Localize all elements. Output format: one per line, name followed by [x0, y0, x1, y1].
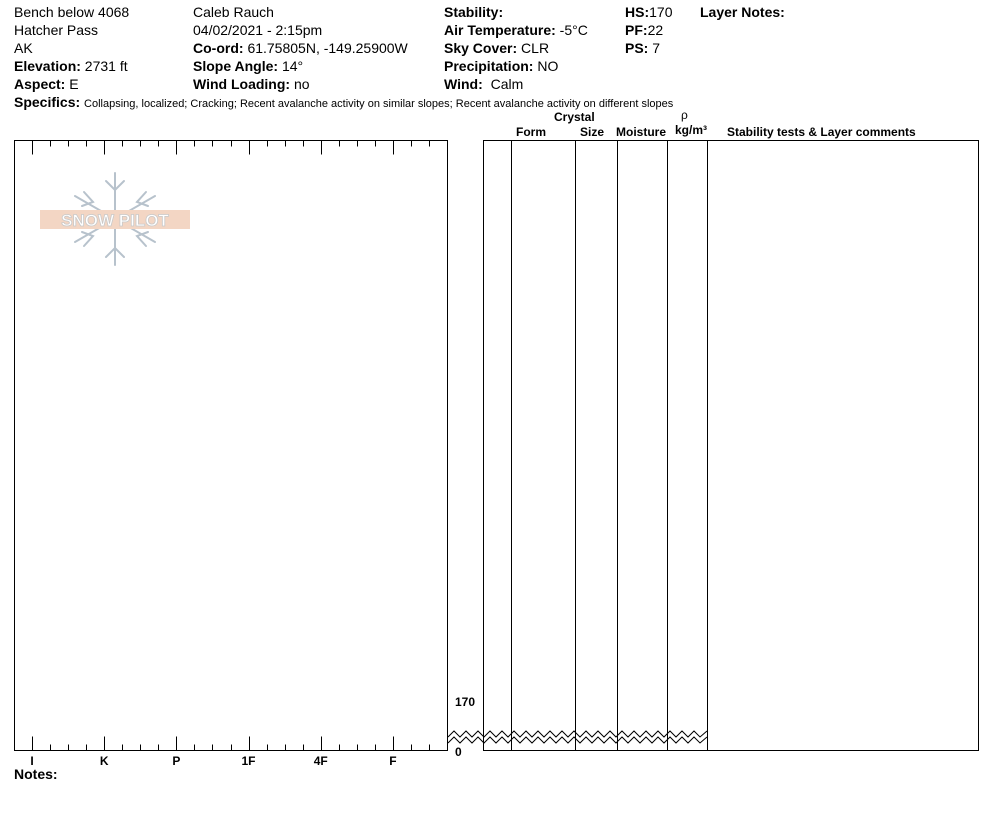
x-tick-label: 1F — [241, 754, 256, 768]
precipitation-label: Precipitation: — [444, 58, 534, 74]
x-tick-label: K — [99, 754, 109, 768]
pf-value: 22 — [647, 22, 664, 38]
depth-label-top: 170 — [455, 695, 476, 709]
stability-label: Stability: — [444, 4, 504, 20]
bottom-ticks — [33, 737, 430, 751]
density-unit-header: kg/m³ — [675, 123, 708, 137]
snowpilot-logo — [40, 173, 190, 265]
moisture-header: Moisture — [616, 125, 667, 139]
slope-angle-value: 14° — [281, 58, 304, 74]
hs-label: HS: — [625, 4, 650, 20]
elevation-value: 2731 ft — [84, 58, 128, 74]
size-header: Size — [580, 125, 605, 139]
wind-label: Wind: — [444, 76, 483, 92]
wind-loading-label: Wind Loading: — [193, 76, 291, 92]
x-tick-label: 4F — [313, 754, 328, 768]
coordinates-value: 61.75805N, -149.25900W — [247, 40, 408, 56]
layer-notes-label: Layer Notes: — [700, 4, 785, 20]
wind-value: Calm — [490, 76, 524, 92]
x-tick-labels — [30, 754, 396, 768]
aspect-label: Aspect: — [14, 76, 66, 92]
air-temperature-value: -5°C — [559, 22, 588, 38]
x-tick-label: P — [172, 754, 181, 768]
air-temperature-label: Air Temperature: — [444, 22, 556, 38]
layer-table-frame — [484, 141, 979, 751]
coordinates-label: Co-ord: — [193, 40, 244, 56]
snowpilot-logo-text: SNOW PILOT — [61, 211, 169, 230]
notes-label: Notes: — [14, 766, 58, 782]
zigzag-break-upper — [448, 731, 707, 737]
observer-name: Caleb Rauch — [193, 4, 274, 20]
comments-header: Stability tests & Layer comments — [727, 125, 916, 139]
zigzag-break-lower — [448, 737, 707, 743]
pf-label: PF: — [625, 22, 648, 38]
elevation-label: Elevation: — [14, 58, 81, 74]
crystal-header: Crystal — [554, 110, 595, 124]
rho-header: ρ — [681, 108, 688, 122]
ps-label: PS: — [625, 40, 649, 56]
specifics-text: Collapsing, localized; Cracking; Recent avalanche activity on similar slopes; Recent avalanche activity on different slopes — [84, 98, 674, 110]
slope-angle-label: Slope Angle: — [193, 58, 279, 74]
location: Bench below 4068 — [14, 4, 130, 20]
precipitation-value: NO — [537, 58, 559, 74]
aspect-value: E — [69, 76, 79, 92]
observation-datetime: 04/02/2021 - 2:15pm — [193, 22, 323, 38]
hs-value: 170 — [649, 4, 673, 20]
form-header: Form — [516, 125, 546, 139]
ps-value: 7 — [652, 40, 661, 56]
x-tick-label: I — [30, 754, 34, 768]
specifics-label: Specifics: — [14, 94, 81, 110]
range: Hatcher Pass — [14, 22, 99, 38]
x-tick-label: F — [389, 754, 397, 768]
wind-loading-value: no — [293, 76, 310, 92]
state: AK — [14, 40, 33, 56]
top-ticks — [33, 141, 430, 155]
depth-label-bottom: 0 — [455, 745, 462, 759]
sky-cover-label: Sky Cover: — [444, 40, 518, 56]
sky-cover-value: CLR — [521, 40, 550, 56]
hardness-plot-frame — [15, 141, 448, 751]
